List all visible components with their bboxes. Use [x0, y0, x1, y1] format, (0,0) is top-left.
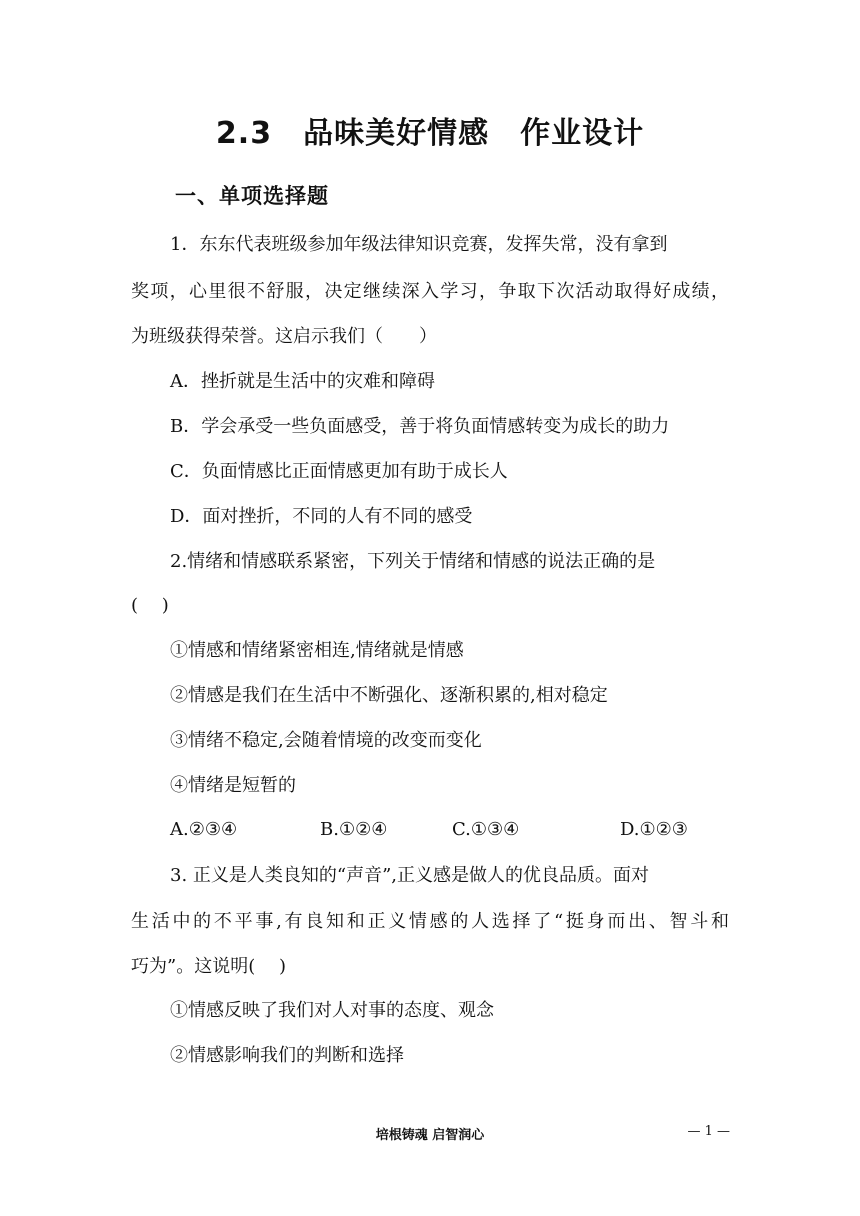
- question-1-stem-line-2: 奖项，心里很不舒服，决定继续深入学习，争取下次活动取得好成绩，: [131, 281, 729, 302]
- question-2-choices: [170, 819, 730, 843]
- question-1-option-b: B．学会承受一些负面感受，善于将负面情感转变为成长的助力: [170, 416, 670, 437]
- question-2-statement-2: ②情感是我们在生活中不断强化、逐渐积累的,相对稳定: [170, 685, 608, 706]
- question-3-statement-2: ②情感影响我们的判断和选择: [170, 1045, 404, 1066]
- question-2-stem-line-2: ( ): [131, 595, 169, 616]
- question-2-choice-b: B.①②④: [320, 819, 388, 840]
- question-2-choice-d: D.①②③: [620, 819, 688, 840]
- question-2-statement-1: ①情感和情绪紧密相连,情绪就是情感: [170, 640, 464, 661]
- question-2-choice-c: C.①③④: [452, 819, 520, 840]
- question-3-stem-line-3: 巧为”。这说明( ): [131, 956, 286, 977]
- question-1-option-a: A．挫折就是生活中的灾难和障碍: [170, 371, 435, 392]
- question-3-stem-line-1: 3. 正义是人类良知的“声音”,正义感是做人的优良品质。面对: [170, 865, 650, 886]
- question-1-stem-line-3: 为班级获得荣誉。这启示我们（ ）: [131, 326, 437, 347]
- page-number: — 1 —: [687, 1124, 730, 1139]
- question-1-stem-line-1: 1．东东代表班级参加年级法律知识竞赛，发挥失常，没有拿到: [170, 234, 668, 255]
- question-3-stem-line-2: 生活中的不平事,有良知和正义情感的人选择了“挺身而出、智斗和: [131, 911, 729, 932]
- question-2-statement-3: ③情绪不稳定,会随着情境的改变而变化: [170, 730, 482, 751]
- question-2-stem-line-1: 2.情绪和情感联系紧密，下列关于情绪和情感的说法正确的是: [170, 551, 656, 572]
- section-heading: 一、单项选择题: [175, 184, 329, 208]
- page-footer: [0, 1124, 860, 1144]
- question-1-option-d: D．面对挫折，不同的人有不同的感受: [170, 506, 473, 527]
- question-3-statement-1: ①情感反映了我们对人对事的态度、观念: [170, 1000, 494, 1021]
- question-2-choice-a: A.②③④: [170, 819, 238, 840]
- page-title: 2.3 品味美好情感 作业设计: [215, 116, 645, 151]
- footer-motto: 培根铸魂 启智润心: [375, 1128, 485, 1143]
- question-2-statement-4: ④情绪是短暂的: [170, 775, 296, 796]
- question-1-option-c: C．负面情感比正面情感更加有助于成长人: [170, 461, 508, 482]
